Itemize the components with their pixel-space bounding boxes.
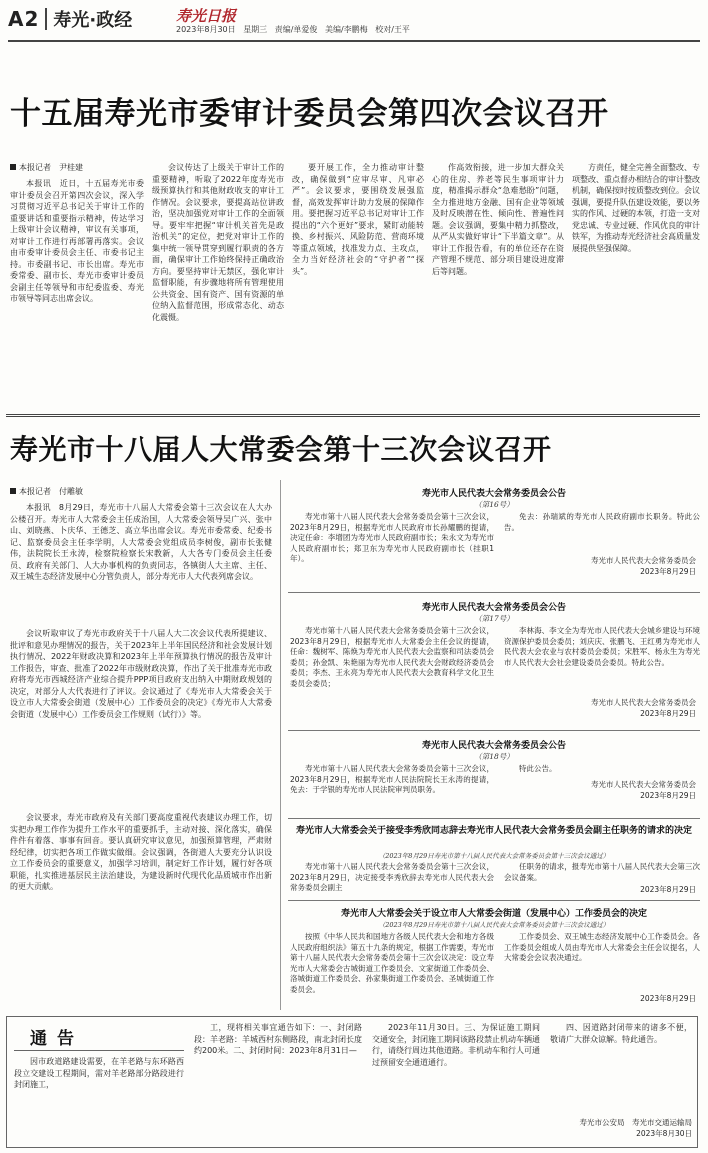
editor: 责编/单爱俊 bbox=[274, 25, 318, 34]
announcement-2-number: （第17号） bbox=[474, 614, 514, 623]
announcement-divider-3 bbox=[288, 818, 700, 819]
article1-para-2: 会议传达了上级关于审计工作的重要精神，听取了2022年度寿光市级预算执行和其他财政收支的审计工作情况。会议要求，要提高站位讲政治，坚决加强党对审计工作的全面领导。要牢牢把握“审计机关首先是政治机关”的定位，把党对审计工作的集中统一领导贯穿到履行职责的各方面，确保审计工作始终保持正确政治方向。要坚持审计无禁区，强化审计监督职能，有步骤地将所有管理使用公共资金、国有资产、国有资源的单位纳入监督范围，形成常态化、动态化震慑。 bbox=[152, 163, 284, 322]
announcement-3-number: （第18号） bbox=[474, 752, 514, 761]
notice-signature bbox=[550, 1118, 692, 1139]
article1-col-4 bbox=[432, 162, 564, 408]
notice-col-4 bbox=[550, 1022, 692, 1088]
article1-col-3 bbox=[292, 162, 424, 408]
announcement-divider-2 bbox=[288, 730, 700, 731]
page-header bbox=[0, 0, 708, 42]
article2-col-2 bbox=[10, 628, 272, 808]
article1-col-1 bbox=[10, 178, 144, 408]
announcement-2-title: 寿光市人民代表大会常务委员会公告 bbox=[421, 603, 566, 613]
announcement-1-right bbox=[504, 512, 700, 548]
announcement-1-number: （第16号） bbox=[474, 500, 514, 509]
announcement-5-signature bbox=[504, 994, 696, 1005]
announcement-3-right-text: 特此公告。 bbox=[519, 764, 557, 773]
announcement-2-left-text: 寿光市第十八届人民代表大会常务委员会第十三次会议，2023年8月29日，根据寿光市人大常委会主任会议的提请，任命：魏树军、陈焕为寿光市人民代表大会监察和司法委员会委员；孙金凯、朱艳丽为寿光市人民代表大会财政经济委员会委员；李杰、王永亮为寿光市人民代表大会教育科学文化卫生委员会委员； bbox=[290, 626, 494, 688]
article2-col-3 bbox=[10, 812, 272, 1008]
announcement-1-sign-org: 寿光市人民代表大会常务委员会 bbox=[591, 556, 696, 565]
article2-title: 寿光市十八届人大常委会第十三次会议召开 bbox=[10, 433, 552, 466]
announcement-3-signature bbox=[504, 780, 696, 801]
announcement-1-left-text: 寿光市第十八届人民代表大会常务委员会第十三次会议，2023年8月29日，根据寿光市人民政府市长孙耀鹏的提请，决定任命：李增团为寿光市人民政府副市长；朱永文为寿光市人民政府副市长；郑卫东为寿光市人民政府副市长（挂职1年）。 bbox=[290, 512, 494, 563]
announcement-2-sign-org: 寿光市人民代表大会常务委员会 bbox=[591, 698, 696, 707]
announcement-4-signature bbox=[504, 885, 696, 896]
announcement-4-sign-date: 2023年8月29日 bbox=[640, 885, 696, 894]
notice-sign-org: 寿光市公安局 寿光市交通运输局 bbox=[579, 1118, 692, 1127]
notice-col-2 bbox=[194, 1022, 362, 1144]
issue-weekday: 星期三 bbox=[243, 25, 268, 34]
notice-title-rule bbox=[14, 1050, 184, 1051]
article2-para-2: 会议听取审议了寿光市政府关于十八届人大二次会议代表所提建议、批评和意见办理情况的报告，关于2023年上半年国民经济和社会发展计划执行情况、2022年财政决算和2023年上半年预算执行情况的报告及审计工作报告，审查、批准了2022年市级财政决算，作出了关于批准寿光市政府将寿光市西城经济产业综合提升PPP项目政府支出纳入中期财政规划的决定，对部分人大代表进行了评议。会议通过了《寿光市人大常委会关于设立市人大常委会街道（发展中心）工作委员会的决定》《寿光市人大常委会街道（发展中心）工作委员会工作规则（试行）》等。 bbox=[10, 629, 272, 719]
announcement-divider-1 bbox=[288, 592, 700, 593]
announcement-1-sign-date: 2023年8月29日 bbox=[640, 566, 696, 576]
article2-byline: 本报记者 付雕敏 bbox=[10, 486, 83, 497]
announcement-5-right bbox=[504, 932, 700, 992]
announcement-5-left bbox=[290, 932, 494, 1008]
announcement-5-right-text: 工作委员会、双王城生态经济发展中心工作委员会。各工作委员会组成人员由寿光市人大常委会主任会议提名，人大常委会会议表决通过。 bbox=[504, 932, 700, 962]
announcement-divider-4 bbox=[288, 900, 700, 901]
announcement-3-title: 寿光市人民代表大会常务委员会公告 bbox=[421, 741, 566, 751]
announcement-2-sign-date: 2023年8月29日 bbox=[640, 708, 696, 718]
article2-para-1: 本报讯 8月29日，寿光市十八届人大常委会第十三次会议在人大办公楼召开。寿光市人大常委会主任成治国，人大常委会领导吴广兴、张中山、刘晓燕、卜庆华、王德芝、高立华出席会议。寿光市委常委、纪委书记、监察委员会主任李学明，人大常委会党组成员李树俊，副市长张健伟，法院院长王永涛，检察院检察长宋教新，人大各专门委员会主任委员、政府有关部门、人大办事机构的负责同志，各镇街人大主席、主任、双王城生态经济发展中心分管负责人，部分寿光市人大代表列席会议。 bbox=[10, 503, 272, 581]
announcement-3-left-text: 寿光市第十八届人民代表大会常务委员会第十三次会议，2023年8月29日，根据寿光市人民法院院长王永涛的提请，免去：于学银的寿光市人民法院审判员职务。 bbox=[290, 764, 494, 794]
announcement-3-sign-date: 2023年8月29日 bbox=[640, 790, 696, 800]
article1-col-5 bbox=[572, 162, 700, 408]
newspaper-brand: 寿光日报 bbox=[176, 7, 237, 25]
notice-para-2: 工，现将相关事宜通告如下：一、封闭路段：羊老路：羊城西村东侧路段，南北封闭长度约200米。二、封闭时间：2023年8月31日— bbox=[194, 1023, 362, 1055]
notice-para-4: 四、因道路封闭带来的诸多不便，敬请广大群众谅解。特此通告。 bbox=[550, 1023, 692, 1044]
header-divider bbox=[45, 8, 47, 30]
announcement-1-signature bbox=[504, 556, 696, 577]
section-name: 寿光·政经 bbox=[53, 10, 133, 31]
notice-para-3: 2023年11月30日。三、为保证施工期间交通安全，封闭施工期间该路段禁止机动车辆通行，请绕行周边其他道路。非机动车和行人可通过预留安全通道通行。 bbox=[372, 1023, 540, 1067]
announcement-1-title: 寿光市人民代表大会常务委员会公告 bbox=[421, 489, 566, 499]
header-rule bbox=[8, 40, 700, 42]
announcement-5-sign-date: 2023年8月29日 bbox=[640, 994, 696, 1003]
announcement-4-left bbox=[290, 862, 494, 896]
announcement-2-signature bbox=[504, 698, 696, 719]
article1-para-4: 作高效衔接，进一步加大群众关心的住房、养老等民生事项审计力度，精准揭示群众“急难愁盼”问题，全力推进地方金融、国有企业等领域及时反映潜在性、倾向性、普遍性问题。会议强调，要集中精力抓整改，从严从实做好审计“下半篇文章”。从审计工作报告看，有的单位还存在资产管理不规范、部分项目建设进度滞后等问题。 bbox=[432, 163, 564, 276]
article1-para-5: 方责任，健全完善全面整改、专项整改、重点督办相结合的审计整改机制，确保按时按质整改到位。会议强调，要提升队伍建设效能，要以务实的作风、过硬的本领，打造一支对党忠诚、专业过硬、作风优良的审计铁军，为推动寿光经济社会高质量发展提供坚强保障。 bbox=[572, 163, 700, 253]
proofreader: 校对/王平 bbox=[375, 25, 410, 34]
announcement-2-right-text: 李林海、李文全为寿光市人民代表大会城乡建设与环境资源保护委员会委员；刘庆庆、张鹏飞、王红勇为寿光市人民代表大会农业与农村委员会委员；宋胜军、杨永生为寿光市人民代表大会社会建设委员会委员。特此公告。 bbox=[504, 626, 700, 667]
article1-byline: 本报记者 尹桂建 bbox=[10, 162, 83, 173]
designer: 美编/李鹏梅 bbox=[324, 25, 368, 34]
article1-title: 十五届寿光市委审计委员会第四次会议召开 bbox=[10, 96, 609, 132]
notice-title: 通告 bbox=[30, 1029, 84, 1049]
announcement-3-sign-org: 寿光市人民代表大会常务委员会 bbox=[591, 780, 696, 789]
header-meta bbox=[176, 24, 415, 35]
announcement-5-title: 寿光市人大常委会关于设立市人大常委会街道（发展中心）工作委员会的决定 bbox=[340, 909, 647, 919]
article1-para-3: 要开展工作，全力推动审计整改，确保做到“应审尽审、凡审必严”。会议要求，要围绕发展强监督，高效发挥审计助力发展的保障作用。要把握习近平总书记对审计工作提出的“六个更好”要求，紧盯动能转换、乡村振兴、风险防范、营商环境等重点领域，找准发力点、主攻点，全力当好经济社会的“守护者”“探头”。 bbox=[292, 163, 424, 276]
page-number: A2 bbox=[8, 7, 40, 31]
announcement-4-right bbox=[504, 862, 700, 884]
announcement-5-left-text: 按照《中华人民共和国地方各级人民代表大会和地方各级人民政府组织法》第五十九条的规定，根据工作需要，寿光市第十八届人民代表大会常务委员会第十三次会议决定：设立寿光市人大常委会古城街道工作委员会、文家街道工作委员会、洛城街道工作委员会、孙家集街道工作委员会、圣城街道工作委员会。 bbox=[290, 932, 494, 994]
article2-col-1 bbox=[10, 502, 272, 624]
announcement-4-left-text: 寿光市第十八届人民代表大会常务委员会第十三次会议，2023年8月29日，决定接受李秀欣辞去寿光市人民代表大会常务委员会副主 bbox=[290, 862, 494, 892]
issue-date: 2023年8月30日 bbox=[176, 25, 236, 34]
page-section bbox=[8, 6, 132, 32]
article1-para-1: 本报讯 近日，十五届寿光市委审计委员会召开第四次会议，深入学习贯彻习近平总书记关于审计工作的重要讲话和重要指示精神，传达学习上级审计会议精神，审议有关事项，对审计工作进行再部署再落实。会议由市委审计委员会主任、市委书记主持。市委副书记、市长出席。寿光市委常委、副市长、寿光市委审计委员会副主任等领导和市纪委监委、寿光市领导等同志出席会议。 bbox=[10, 179, 144, 303]
article2-para-3: 会议要求，寿光市政府及有关部门要高度重视代表建议办理工作，切实把办理工作作为提升工作水平的重要抓手，主动对接、深化落实，确保件件有着落、事事有回音。要认真研究审议意见，加强预算管理，严肃财经纪律，切实把各项工作做实做细。会议强调，各街道人大要充分认识设立工作委员会的重要意义，加强学习培训，制定好工作计划，履行好各项职能，扎实推进基层民主法治建设，为建设新时代现代化品质城市作出新的更大贡献。 bbox=[10, 813, 272, 891]
announcement-1-left bbox=[290, 512, 494, 576]
announcement-4-number: （2023年8月29日寿光市第十八届人民代表大会常务委员会第十三次会议通过） bbox=[378, 852, 610, 860]
announcement-2-right bbox=[504, 626, 700, 696]
announcement-2-left bbox=[290, 626, 494, 722]
announcement-1-right-text: 免去：孙瑞斌的寿光市人民政府副市长职务。特此公告。 bbox=[504, 512, 700, 532]
announcement-5-number: （2023年8月29日寿光市第十八届人民代表大会常务委员会第十三次会议通过） bbox=[378, 921, 610, 929]
notice-para-1: 因市政道路建设需要，在羊老路与东环路西段立交建设工程期间，需对羊老路部分路段进行封闭施工， bbox=[14, 1057, 184, 1089]
announcement-4-title: 寿光市人大常委会关于接受李秀欣同志辞去寿光市人民代表大会常务委员会副主任职务的请求的决定 bbox=[295, 826, 692, 836]
article-divider bbox=[6, 414, 700, 417]
notice-col-3 bbox=[372, 1022, 540, 1144]
article1-col-2 bbox=[152, 162, 284, 408]
notice-sign-date: 2023年8月30日 bbox=[636, 1128, 692, 1138]
announcement-4-right-text: 任职务的请求，报寿光市第十八届人民代表大会第三次会议备案。 bbox=[504, 862, 700, 882]
announcement-column-rule bbox=[280, 480, 281, 1010]
notice-col-1 bbox=[14, 1056, 184, 1144]
announcement-3-right bbox=[504, 764, 700, 776]
announcement-3-left bbox=[290, 764, 494, 812]
